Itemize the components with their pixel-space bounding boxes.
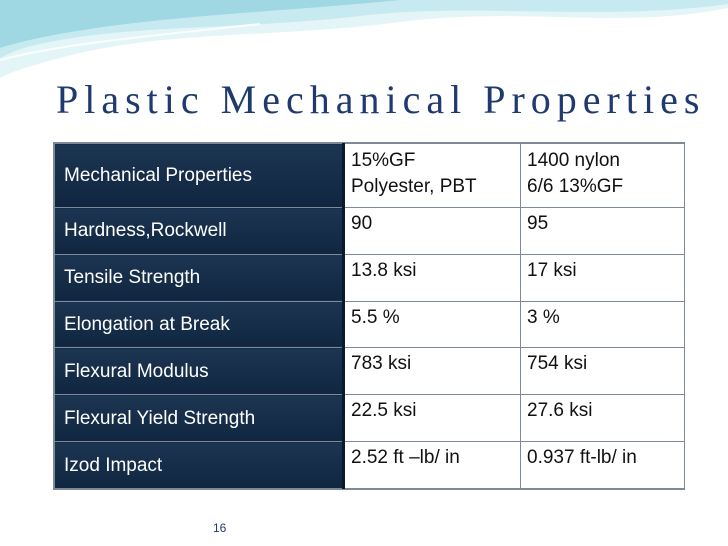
row-value-pbt: 2.52 ft –lb/ in — [344, 442, 521, 489]
table-row — [55, 442, 685, 489]
row-value-nylon: 27.6 ksi — [521, 395, 685, 442]
row-label: Izod Impact — [55, 442, 344, 489]
row-value-pbt: 13.8 ksi — [344, 254, 521, 301]
row-value-pbt: 22.5 ksi — [344, 395, 521, 442]
header-nylon-line2: 6/6 13%GF — [527, 176, 624, 197]
header-pbt-cell — [344, 144, 521, 208]
row-value-nylon: 95 — [521, 208, 685, 255]
page-number: 16 — [213, 521, 227, 535]
header-label-cell: Mechanical Properties — [55, 144, 344, 208]
slide-title: Plastic Mechanical Properties — [56, 77, 706, 122]
row-label: Elongation at Break — [55, 301, 344, 348]
table-header-row — [55, 144, 685, 208]
row-label: Hardness,Rockwell — [55, 208, 344, 255]
row-value-nylon: 17 ksi — [521, 254, 685, 301]
table-row — [55, 348, 685, 395]
row-value-nylon: 0.937 ft-lb/ in — [521, 442, 685, 489]
row-value-pbt: 5.5 % — [344, 301, 521, 348]
row-value-pbt: 90 — [344, 208, 521, 255]
row-value-pbt: 783 ksi — [344, 348, 521, 395]
row-value-nylon: 754 ksi — [521, 348, 685, 395]
header-nylon-cell — [521, 144, 685, 208]
header-nylon-line1: 1400 nylon — [527, 150, 620, 171]
row-label: Flexural Modulus — [55, 348, 344, 395]
header-pbt-line1: 15%GF — [351, 150, 416, 171]
row-value-nylon: 3 % — [521, 301, 685, 348]
header-pbt-line2: Polyester, PBT — [351, 176, 477, 197]
row-label: Tensile Strength — [55, 254, 344, 301]
row-label: Flexural Yield Strength — [55, 395, 344, 442]
properties-table — [53, 142, 685, 490]
table-row — [55, 301, 685, 348]
table-row — [55, 395, 685, 442]
table-row — [55, 208, 685, 255]
table-row — [55, 254, 685, 301]
